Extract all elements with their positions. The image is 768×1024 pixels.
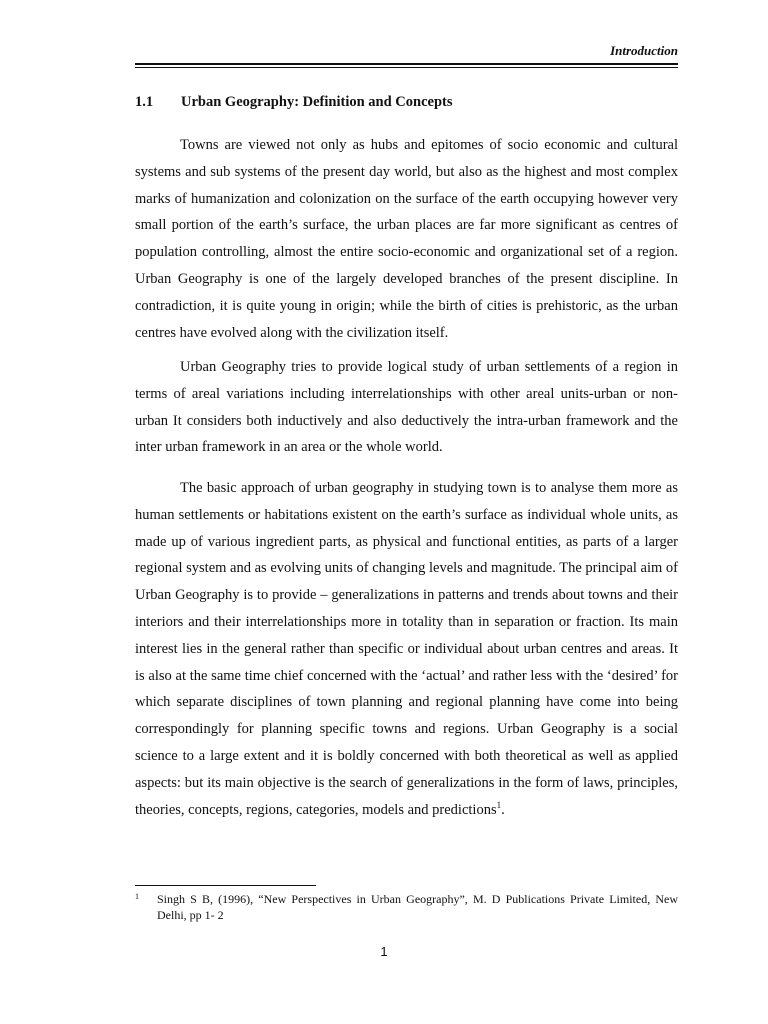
paragraph-text: The basic approach of urban geography in studying town is to analyse them more as human settlements or habitations existent on the earth’s surface as individual whole units, as made up of various ingredient parts, as physical and functional entities, as parts of a larger regional system and as evolving units of changing levels and magnitude. The principal aim of Urban Geography is to provide – generalizations in patterns and trends about towns and their interiors and their interrelationships more in totality than in separation or fraction. Its main interest lies in the general rather than specific or individual about urban centres and areas. It is also at the same time chief concerned with the ‘actual’ and rather less with the ‘desired’ for which separate disciplines of town planning and regional planning have come into being correspondingly for planning specific towns and regions. Urban Geography is a social science to a large extent and it is boldly concerned with both theoretical as well as applied aspects: but its main objective is the search of generalizations in the form of laws, principles, theories, concepts, regions, categories, models and predictions: [135, 480, 678, 818]
paragraph-text: Towns are viewed not only as hubs and epitomes of socio economic and cultural systems and sub systems of the present day world, but also as the highest and most complex marks of humanization and colonization on the surface of the earth occupying however very small portion of the earth’s surface, the urban places are far more significant as centres of population controlling, almost the entire socio-economic and organizational set of a region. Urban Geography is one of the largely developed branches of the present discipline. In contradiction, it is quite young in origin; while the birth of cities is prehistoric, as the urban centres have evolved along with the civilization itself.: [135, 137, 678, 341]
header-rule-thin: [135, 67, 678, 68]
footnote-separator: [135, 885, 316, 886]
footnote-text: Singh S B, (1996), “New Perspectives in Urban Geography”, M. D Publications Private Limited, New Delhi, pp 1- 2: [157, 892, 678, 922]
body-paragraph: [135, 132, 678, 346]
section-number: 1.1: [135, 94, 154, 110]
section-heading: [135, 93, 678, 111]
section-title: Urban Geography: Definition and Concepts: [181, 94, 453, 110]
footnote: [135, 891, 678, 923]
body-paragraph: [135, 354, 678, 461]
paragraph-text: Urban Geography tries to provide logical study of urban settlements of a region in terms of areal variations including interrelationships with other areal units-urban or non-urban It considers both inductively and also deductively the intra-urban framework and the inter urban framework in an area or the whole world.: [135, 359, 678, 456]
paragraph-trailing-punctuation: .: [501, 801, 505, 818]
header-rule-thick: [135, 63, 678, 65]
footnote-reference[interactable]: 1: [496, 799, 502, 810]
page-number: 1: [380, 944, 388, 959]
footnote-marker: 1: [135, 892, 139, 901]
body-paragraph: [135, 475, 678, 823]
running-header: Introduction: [610, 43, 678, 58]
